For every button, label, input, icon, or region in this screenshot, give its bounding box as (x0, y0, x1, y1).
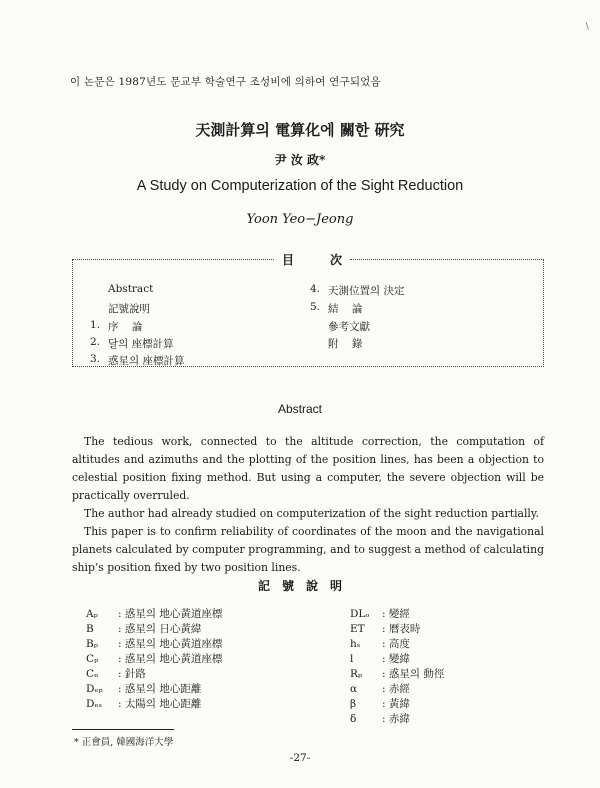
toc-item-num: 2. (90, 336, 101, 348)
symbols-heading: 記號說明 (257, 579, 354, 593)
symbol-row (86, 622, 222, 637)
toc-item-num: 3. (90, 353, 101, 365)
toc-item-position-fix: 天測位置의 決定 (328, 285, 405, 297)
abstract-paragraph: The author had already studied on computerization of the sight reduction partially. (84, 507, 539, 520)
symbol-row (86, 682, 222, 697)
symbol-code: Cₙ (86, 668, 99, 680)
author-english: Yoon Yeo−Jeong (246, 212, 354, 227)
symbol-code: Dₑₚ (86, 683, 103, 695)
symbol-desc: : 惑星의 動徑 (382, 668, 445, 680)
symbol-desc: : 針路 (118, 668, 146, 680)
symbol-row (86, 637, 222, 652)
symbol-desc: : 惑星의 地心距離 (118, 683, 202, 695)
symbol-row (350, 667, 444, 682)
symbol-desc: : 變緯 (382, 653, 410, 665)
symbol-desc: : 惑星의 地心黃道座標 (118, 653, 223, 665)
toc-item-num: 5. (310, 301, 321, 313)
page-number: -27- (289, 752, 311, 764)
symbol-desc: : 赤經 (382, 683, 410, 695)
symbol-code: Dₑₛ (86, 698, 103, 710)
toc-heading-right: 次 (330, 253, 343, 267)
symbol-desc: : 曆表時 (382, 623, 421, 635)
toc-item-moon-coordinates: 달의 座標計算 (108, 338, 174, 350)
symbol-row (350, 697, 444, 712)
symbol-code: Aₚ (86, 608, 98, 620)
toc-item-abstract: Abstract (108, 283, 154, 295)
symbol-row (86, 652, 222, 667)
symbol-row (350, 652, 444, 667)
toc-item-planet-coordinates: 惑星의 座標計算 (108, 355, 185, 367)
abstract-body (72, 433, 544, 577)
toc-item-num: 4. (310, 283, 321, 295)
toc-heading-left: 目 (282, 253, 295, 267)
symbols-right-column (350, 607, 444, 727)
toc-item-num: 1. (90, 319, 101, 331)
symbol-code: Rₚ (350, 668, 363, 680)
symbol-row (86, 607, 222, 622)
symbol-row (350, 712, 444, 727)
toc-item-introduction: 序 論 (108, 321, 143, 333)
symbol-row (350, 637, 444, 652)
footnote-rule (72, 729, 174, 730)
footnote: * 正會員, 韓國海洋大學 (74, 737, 174, 748)
toc-item-symbols: 記號說明 (108, 303, 150, 315)
symbol-code: δ (350, 713, 357, 725)
symbol-row (350, 607, 444, 622)
symbol-code: Bₚ (86, 638, 98, 650)
toc-item-references: 參考文獻 (328, 321, 370, 333)
symbol-desc: : 惑星의 地心黃道座標 (118, 608, 223, 620)
symbol-row (350, 682, 444, 697)
symbol-desc: : 惑星의 地心黃道座標 (118, 638, 223, 650)
symbol-desc: : 太陽의 地心距離 (118, 698, 202, 710)
symbol-desc: : 變經 (382, 608, 410, 620)
symbol-code: hₛ (350, 638, 361, 650)
symbol-code: ET (350, 623, 365, 635)
symbol-desc: : 赤緯 (382, 713, 410, 725)
symbol-code: DLₒ (350, 608, 370, 620)
symbol-code: Cₚ (86, 653, 99, 665)
symbol-desc: : 惑星의 日心黃緯 (118, 623, 202, 635)
symbol-code: l (350, 653, 354, 665)
edge-mark: ∖ (584, 22, 590, 32)
symbol-desc: : 黃緯 (382, 698, 410, 710)
author-korean: 尹 汝 政* (274, 153, 326, 167)
abstract-paragraph: The tedious work, connected to the altitude correction, the computation of altitudes and azimuths and the plotting of the position lines, has been a objection to celestial position fixing method. But using a computer, the severe objection will be practically overruled. (72, 435, 544, 502)
symbol-row (86, 667, 222, 682)
title-english: A Study on Computerization of the Sight Reduction (136, 178, 464, 194)
toc-item-appendix: 附 錄 (328, 338, 363, 350)
symbol-code: β (350, 698, 357, 710)
funding-note: 이 논문은 1987년도 문교부 학술연구 조성비에 의하여 연구되었음 (70, 76, 381, 88)
symbol-row (350, 622, 444, 637)
symbol-code: B (86, 623, 94, 635)
title-korean: 天測計算의 電算化에 關한 硏究 (195, 121, 405, 139)
symbols-left-column (86, 607, 222, 712)
abstract-paragraph: This paper is to confirm reliability of coordinates of the moon and the navigational planets calculated by computer programming, and to suggest a method of calculating ship’s position fixed by two position lines. (72, 525, 544, 574)
abstract-heading: Abstract (277, 402, 322, 416)
symbol-row (86, 697, 222, 712)
symbol-code: α (350, 683, 358, 695)
symbol-desc: : 高度 (382, 638, 410, 650)
toc-item-conclusion: 結 論 (328, 303, 363, 315)
